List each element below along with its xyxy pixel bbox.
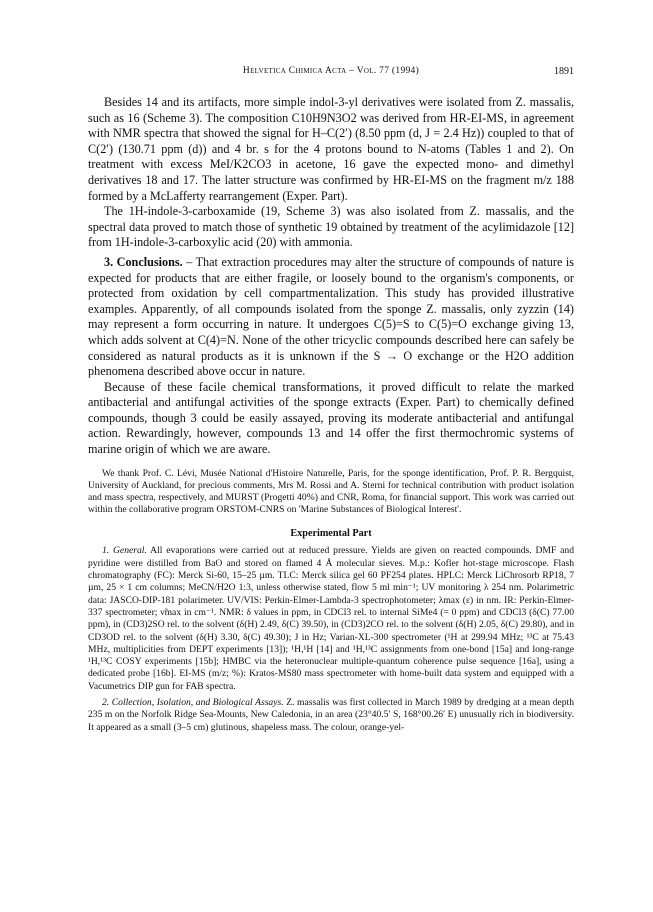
experimental-text xyxy=(88,545,574,733)
collection-text: Z. massalis was first collected in March 1989 by dredging at a mean depth 235 m on the Norfolk Ridge Sea-Mounts, New Caledonia, in an area (23°40.5′ S, 168°00.26′ E) unusually rich in biodiversity. It appeared as a small (3–5 cm) glutinous, shapeless mass. The colour, orange-yel- xyxy=(88,697,575,733)
page-body xyxy=(88,95,574,734)
acknowledgement: We thank Prof. C. Lévi, Musée National d'Histoire Naturelle, Paris, for the sponge identification, Prof. P. R. Bergquist, University of Auckland, for precious comments, Mrs M. Rossi and A. Sterni for technical contribution with product isolation and mass spectra, respectively, and MURST (Progetti 40%) and CNR, Roma, for financial support. This work was carried out within the collaborative program ORSTOM-CNRS on 'Marine Substances of Biological Interest'. xyxy=(88,467,574,516)
paragraph-carboxamide: The 1H-indole-3-carboxamide (19, Scheme 3) was also isolated from Z. massalis, and the spectral data proved to match those of synthetic 19 obtained by treatment of the acylimidazole [12] from 1H-indole-3-carboxylic acid (20) with ammonia. xyxy=(88,204,574,250)
paragraph-transformations: Because of these facile chemical transformations, it proved difficult to relate the marked antibacterial and antifungal activities of the sponge extracts (Exper. Part) to chemically defined compounds, though 3 could be easily assayed, proving its moderate antibacterial and antifungal action. Rewardingly, however, compounds 13 and 14 offer the first thermochromic systems of marine origin of which we are aware. xyxy=(88,379,574,457)
conclusions-text: – That extraction procedures may alter the structure of compounds of nature is expected for products that are either fragile, or loosely bound to the organism's components, or protected from oxidation by cell compartmentalization. This study has provided illustrative examples. Apparently, of all compounds isolated from the sponge Z. massalis, only zyzzin (14) may represent a form occurring in nature. It undergoes C(5)=S to C(5)=O exchange giving 13, which adds solvent at C(4)=N. None of the other tricyclic compounds described here can safely be considered as natural products as it is unknown if the S → O exchange or the H2O addition phenomena described above occur in nature. xyxy=(88,254,574,379)
main-text xyxy=(88,95,574,458)
subheading-collection: 2. Collection, Isolation, and Biological Assays. xyxy=(102,697,284,709)
journal-title: Helvetica Chimica Acta – Vol. 77 (1994) xyxy=(242,66,420,76)
running-header xyxy=(88,66,574,80)
paragraph-conclusions xyxy=(88,255,574,380)
paragraph-general xyxy=(88,545,574,693)
paragraph-collection xyxy=(88,697,574,734)
subheading-general: 1. General. xyxy=(102,545,147,557)
section-heading-conclusions: 3. Conclusions. xyxy=(104,254,183,269)
general-text: All evaporations were carried out at reduced pressure. Yields are given on reacted compounds. DMF and pyridine were distilled from BaO and stored on flamed 4 Å molecular sieves. M.p.: Kofler hot-stage microscope. Flash chromatography (FC): Merck Si-60, 15–25 µm. TLC: Merck silica gel 60 PF254 plates. HPLC: Merck LiChrosorb RP18, 7 µm, 25 × 1 cm columns; MeCN/H2O 1:3, unless otherwise stated, flow 5 ml min⁻¹; UV monitoring λ 254 nm. Polarimetric data: JASCO-DIP-181 polarimeter. UV/VIS: Perkin-Elmer-Lambda-3 spectrophotometer; λmax (ε) in nm. IR: Perkin-Elmer-337 spectrometer; ν̃max in cm⁻¹. NMR: δ values in ppm, in CDCl3 rel. to internal SiMe4 (= 0 ppm) and CDCl3 (δ(C) 77.00 ppm), in (CD3)2SO rel. to the solvent (δ(H) 2.49, δ(C) 39.50), in (CD3)2CO rel. to the solvent (δ(H) 2.05, δ(C) 29.80), and in CD3OD rel. to the solvent (δ(H) 3.30, δ(C) 49.30); J in Hz; Varian-XL-300 spectrometer (¹H at 299.94 MHz; ¹³C at 75.43 MHz, multiplicities from DEPT experiments [13]); ¹H,¹H [14] and ¹H,¹³C assignments from one-bond [15a] and long-range ¹H,¹³C COSY experiments [15b]; HMBC via the heteronuclear multiple-quantum coherence pulse sequence [16a], using a dedicated probe [16b]. EI-MS (m/z; %): Kratos-MS80 mass spectrometer with home-built data system and equipped with a Vacumetrics DIP gun for FAB spectra. xyxy=(88,545,574,692)
page-number: 1891 xyxy=(554,66,574,77)
section-title-experimental: Experimental Part xyxy=(290,528,372,540)
paragraph-indole-derivatives: Besides 14 and its artifacts, more simple indol-3-yl derivatives were isolated from Z. massalis, such as 16 (Scheme 3). The composition C10H9N3O2 was derived from HR-EI-MS, in agreement with NMR spectra that showed the signal for H–C(2′) (8.50 ppm (d, J = 2.4 Hz)) coupled to that of C(2′) (130.71 ppm (d)) and 4 br. s for the 4 protons bound to N-atoms (Tables 1 and 2). On treatment with excess MeI/K2CO3 in acetone, 16 gave the expected mono- and dimethyl derivatives 18 and 17. The latter structure was confirmed by HR-EI-MS on the fragment m/z 188 formed by a McLafferty rearrangement (Exper. Part). xyxy=(88,95,574,203)
